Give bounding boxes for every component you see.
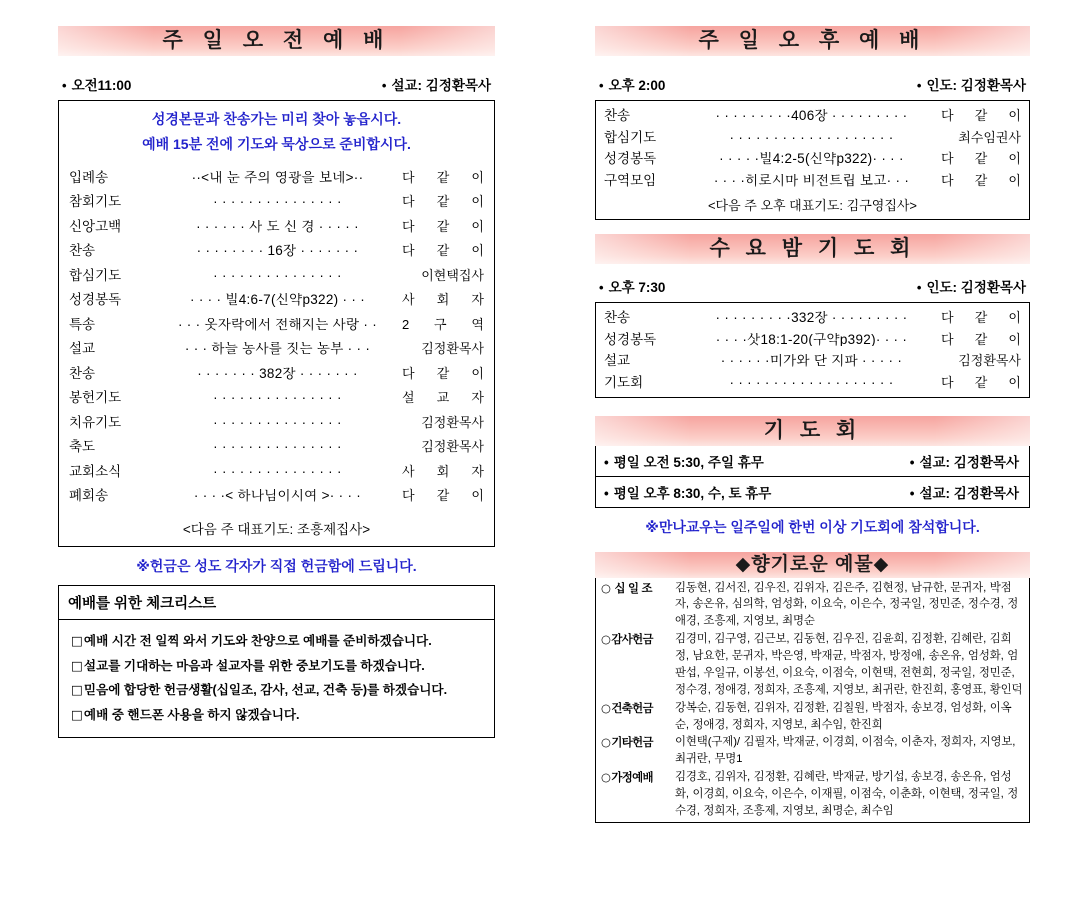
order-assignee: 설 교 자 — [402, 390, 484, 406]
order-row — [604, 307, 1021, 329]
order-row — [69, 214, 484, 239]
wednesday-order-list — [604, 307, 1021, 393]
order-assignee: 2 구 역 — [402, 316, 484, 332]
order-detail: · · · · · · 사 도 신 경 · · · · · — [196, 219, 359, 233]
order-row — [604, 350, 1021, 372]
order-row — [69, 337, 484, 362]
offering-category: ○십일조 — [601, 580, 655, 595]
offering-names: 김경미, 김구영, 김근보, 김동현, 김우진, 김윤희, 김정환, 김혜란, 김희정, 남요한, 문귀자, 박은영, 박재균, 박점자, 방정애, 송온유, 엄성화, 엄판섭, 우일규, 이봉선, 이요숙, 이점숙, 이현택, 전현희, 정국일, 정민준, 정수경, 정애경, 정희자, 조흥제, 지영보, 최귀란, 한진희, 홍영표, 황인덕 — [675, 633, 1023, 696]
offering-names: 김경호, 김위자, 김정환, 김혜란, 박재균, 방기섭, 송보경, 송온유, 엄성화, 이경희, 이요숙, 이은수, 이재필, 이점숙, 이춘화, 이현택, 정국일, 정수경, 정희자, 조흥제, 지영보, 최명순, 최수임 — [675, 771, 1019, 817]
prayer-meeting-preacher: • 설교: 김정환목사 — [910, 482, 1019, 502]
order-assignee: 이현택집사 — [421, 267, 484, 283]
order-detail: · · · · · · · · · · · · · · · — [213, 195, 342, 209]
order-detail: · · · · ·빌4:2-5(신약p322)· · · · — [719, 152, 904, 166]
offering-table — [595, 578, 1030, 823]
order-part-name: 폐회송 — [69, 488, 109, 503]
order-part-name: 기도회 — [604, 374, 644, 390]
order-detail: · · · · · · · · · · · · · · · · · · · — [729, 130, 894, 144]
order-assignee: 다 같 이 — [402, 218, 484, 234]
order-detail: · · · · · · · 382장 · · · · · · · — [197, 366, 358, 380]
prayer-meeting-table — [595, 446, 1030, 508]
order-row — [69, 484, 484, 509]
offering-category: ○가정예배 — [601, 770, 653, 785]
morning-service-preacher: • 설교: 김정환목사 — [382, 74, 491, 94]
order-detail: · · · · · · · · ·332장 · · · · · · · · · — [715, 311, 908, 325]
checklist-item[interactable]: □설교를 기대하는 마음과 설교자를 위한 중보기도를 하겠습니다. — [71, 657, 425, 673]
order-row — [604, 170, 1021, 192]
order-row — [69, 410, 484, 435]
offering-group-row — [596, 579, 1029, 631]
order-part-name: 성경봉독 — [69, 292, 122, 307]
prayer-meeting-preacher: • 설교: 김정환목사 — [910, 451, 1019, 471]
order-detail: · · · ·히로시마 비전트립 보고· · · — [713, 173, 910, 187]
wednesday-service-leader: • 인도: 김정환목사 — [917, 276, 1026, 296]
order-row — [604, 372, 1021, 394]
offering-group-row — [596, 769, 1029, 821]
order-part-name: 성경봉독 — [604, 331, 657, 347]
order-part-name: 찬송 — [604, 310, 631, 325]
morning-service-meta — [58, 74, 495, 94]
offering-group-row — [596, 699, 1029, 734]
order-detail: · · · · · · · · ·406장 · · · · · · · · · — [715, 109, 908, 123]
morning-service-order-box — [58, 100, 495, 547]
order-part-name: 찬송 — [69, 365, 96, 381]
prayer-meeting-row — [596, 446, 1029, 476]
order-assignee: 다 같 이 — [402, 488, 484, 504]
order-detail: · · · 옷자락에서 전해지는 사랑 · · — [177, 317, 378, 331]
order-part-name: 설교 — [69, 341, 96, 356]
order-assignee: 김정환목사 — [421, 414, 484, 430]
prayer-meeting-note: ※만나교우는 일주일에 한번 이상 기도회에 참석합니다. — [645, 519, 980, 535]
order-part-name: 구역모임 — [604, 172, 657, 188]
afternoon-service-meta — [595, 74, 1030, 94]
order-part-name: 찬송 — [69, 243, 96, 258]
afternoon-service-order-box — [595, 100, 1030, 220]
order-detail: · · · · · · · · 16장 · · · · · · · — [196, 244, 359, 258]
prayer-meeting-row — [596, 476, 1029, 507]
checklist-item[interactable]: □예배 시간 전 일찍 와서 기도와 찬양으로 예배를 준비하겠습니다. — [71, 633, 432, 648]
offering-names: 김동현, 김서진, 김우진, 김위자, 김은주, 김현정, 남규한, 문귀자, 박점자, 송온유, 심의학, 엄성화, 이요숙, 이은수, 정국일, 정민준, 정수경, 정애경, 조흥제, 지영보, 최명순 — [675, 581, 1019, 628]
checklist-title: 예배를 위한 체크리스트 — [58, 585, 495, 619]
order-row — [604, 329, 1021, 351]
order-assignee: 사 회 자 — [402, 463, 484, 479]
offering-title: ◆향기로운 예물◆ — [595, 552, 1030, 578]
order-assignee: 다 같 이 — [402, 365, 484, 381]
order-assignee: 김정환목사 — [421, 439, 484, 455]
order-part-name: 교회소식 — [69, 463, 122, 479]
order-detail: ··<내 눈 주의 영광을 보네>·· — [191, 170, 364, 184]
order-row — [69, 190, 484, 215]
order-part-name: 성경봉독 — [604, 151, 657, 166]
checkbox-icon[interactable]: □ — [71, 706, 83, 722]
prayer-meeting-title: 기 도 회 — [595, 416, 1030, 446]
checklist-item[interactable]: □예배 중 핸드폰 사용을 하지 않겠습니다. — [71, 706, 300, 722]
order-part-name: 찬송 — [604, 108, 631, 123]
wednesday-service-title: 수 요 밤 기 도 회 — [595, 234, 1030, 264]
order-assignee: 다 같 이 — [941, 310, 1021, 326]
morning-notice-2: 예배 15분 전에 기도와 묵상으로 준비합시다. — [142, 135, 411, 152]
offering-category: ○기타헌금 — [601, 735, 653, 750]
worship-checklist — [58, 585, 495, 738]
order-detail: · · · · · ·미가와 단 지파 · · · · · — [720, 354, 903, 368]
order-detail: · · · · 빌4:6-7(신약p322) · · · — [189, 293, 366, 307]
afternoon-service-title: 주 일 오 후 예 배 — [595, 26, 1030, 56]
order-detail: · · · · · · · · · · · · · · · — [213, 415, 342, 429]
order-detail: · · · 하늘 농사를 짓는 농부 · · · — [184, 342, 371, 356]
order-detail: · · · · · · · · · · · · · · · — [213, 464, 342, 478]
offering-names: 강복순, 김동현, 김위자, 김정환, 김칠원, 박점자, 송보경, 엄성화, 이옥순, 정애경, 정희자, 지영보, 최수임, 한진희 — [675, 701, 1012, 731]
checkbox-icon[interactable]: □ — [71, 633, 83, 648]
order-assignee: 김정환목사 — [421, 341, 484, 357]
order-row — [69, 435, 484, 460]
order-part-name: 봉헌기도 — [69, 390, 122, 405]
order-part-name: 축도 — [69, 439, 96, 454]
order-row — [604, 105, 1021, 127]
wednesday-service-time: • 오후 7:30 — [599, 276, 665, 296]
order-part-name: 신앙고백 — [69, 218, 122, 234]
order-row — [69, 288, 484, 313]
circle-bullet-icon: ○ — [601, 735, 611, 750]
afternoon-service-leader: • 인도: 김정환목사 — [917, 74, 1026, 94]
order-assignee: 다 같 이 — [941, 151, 1021, 167]
order-assignee: 김정환목사 — [958, 353, 1021, 369]
prayer-meeting-schedule: • 평일 오전 5:30, 주일 휴무 — [604, 451, 764, 471]
order-row — [69, 312, 484, 337]
order-assignee: 다 같 이 — [941, 374, 1021, 390]
checkbox-icon[interactable]: □ — [71, 682, 83, 698]
order-detail: · · · · · · · · · · · · · · · — [213, 391, 342, 405]
checklist-item[interactable]: □믿음에 합당한 헌금생활(십일조, 감사, 선교, 건축 등)를 하겠습니다. — [71, 682, 448, 698]
wednesday-service-meta — [595, 276, 1030, 296]
morning-next-week-prayer: <다음 주 대표기도: 조흥제집사> — [182, 522, 371, 537]
afternoon-next-week-prayer: <다음 주 오후 대표기도: 김구영집사> — [707, 198, 918, 213]
circle-bullet-icon: ○ — [601, 770, 611, 785]
afternoon-order-list — [604, 105, 1021, 191]
order-row — [69, 459, 484, 484]
order-assignee: 다 같 이 — [402, 243, 484, 259]
afternoon-service-time: • 오후 2:00 — [599, 74, 665, 94]
order-assignee: 다 같 이 — [941, 331, 1021, 347]
circle-bullet-icon: ○ — [601, 632, 611, 647]
morning-notice-1: 성경본문과 찬송가는 미리 찾아 놓읍시다. — [151, 111, 402, 127]
checklist-body — [58, 619, 495, 738]
order-assignee: 다 같 이 — [402, 169, 484, 185]
checkbox-icon[interactable]: □ — [71, 657, 83, 673]
wednesday-service-order-box — [595, 302, 1030, 398]
order-part-name: 치유기도 — [69, 414, 122, 430]
prayer-meeting-schedule: • 평일 오후 8:30, 수, 토 휴무 — [604, 482, 771, 502]
offering-group-row — [596, 734, 1029, 769]
order-assignee: 다 같 이 — [941, 172, 1021, 188]
order-assignee: 최수임권사 — [958, 129, 1021, 145]
order-part-name: 참회기도 — [69, 194, 122, 209]
circle-bullet-icon: ○ — [601, 700, 611, 715]
morning-order-list — [69, 165, 484, 508]
order-part-name: 설교 — [604, 353, 631, 368]
order-detail: · · · ·< 하나님이시여 >· · · · — [193, 489, 362, 503]
morning-service-time: • 오전11:00 — [62, 74, 131, 94]
order-row — [69, 361, 484, 386]
order-assignee: 다 같 이 — [402, 194, 484, 210]
right-column — [540, 0, 1080, 900]
order-part-name: 합심기도 — [69, 267, 122, 283]
circle-bullet-icon: ○ — [601, 580, 614, 595]
order-row — [69, 263, 484, 288]
offering-category: ○감사헌금 — [601, 632, 653, 647]
order-detail: · · · ·삿18:1-20(구약p392)· · · · — [715, 332, 908, 346]
offering-category: ○건축헌금 — [601, 700, 653, 715]
order-row — [69, 165, 484, 190]
order-row — [604, 127, 1021, 149]
order-assignee: 다 같 이 — [941, 108, 1021, 124]
order-part-name: 합심기도 — [604, 129, 657, 145]
order-row — [69, 239, 484, 264]
morning-offering-note: ※헌금은 성도 각자가 직접 헌금함에 드립니다. — [136, 558, 417, 574]
order-row — [69, 386, 484, 411]
order-detail: · · · · · · · · · · · · · · · — [213, 440, 342, 454]
order-row — [604, 148, 1021, 170]
order-detail: · · · · · · · · · · · · · · · — [213, 268, 342, 282]
order-part-name: 특송 — [69, 316, 96, 332]
morning-service-title: 주 일 오 전 예 배 — [58, 26, 495, 56]
order-detail: · · · · · · · · · · · · · · · · · · · — [729, 375, 894, 389]
offering-group-row — [596, 631, 1029, 700]
order-part-name: 입례송 — [69, 169, 109, 185]
offering-names: 이현택(구제)/ 김필자, 박재균, 이경희, 이점숙, 이춘자, 정희자, 지영보, 최귀란, 무명1 — [675, 736, 1016, 766]
order-assignee: 사 회 자 — [402, 292, 484, 308]
